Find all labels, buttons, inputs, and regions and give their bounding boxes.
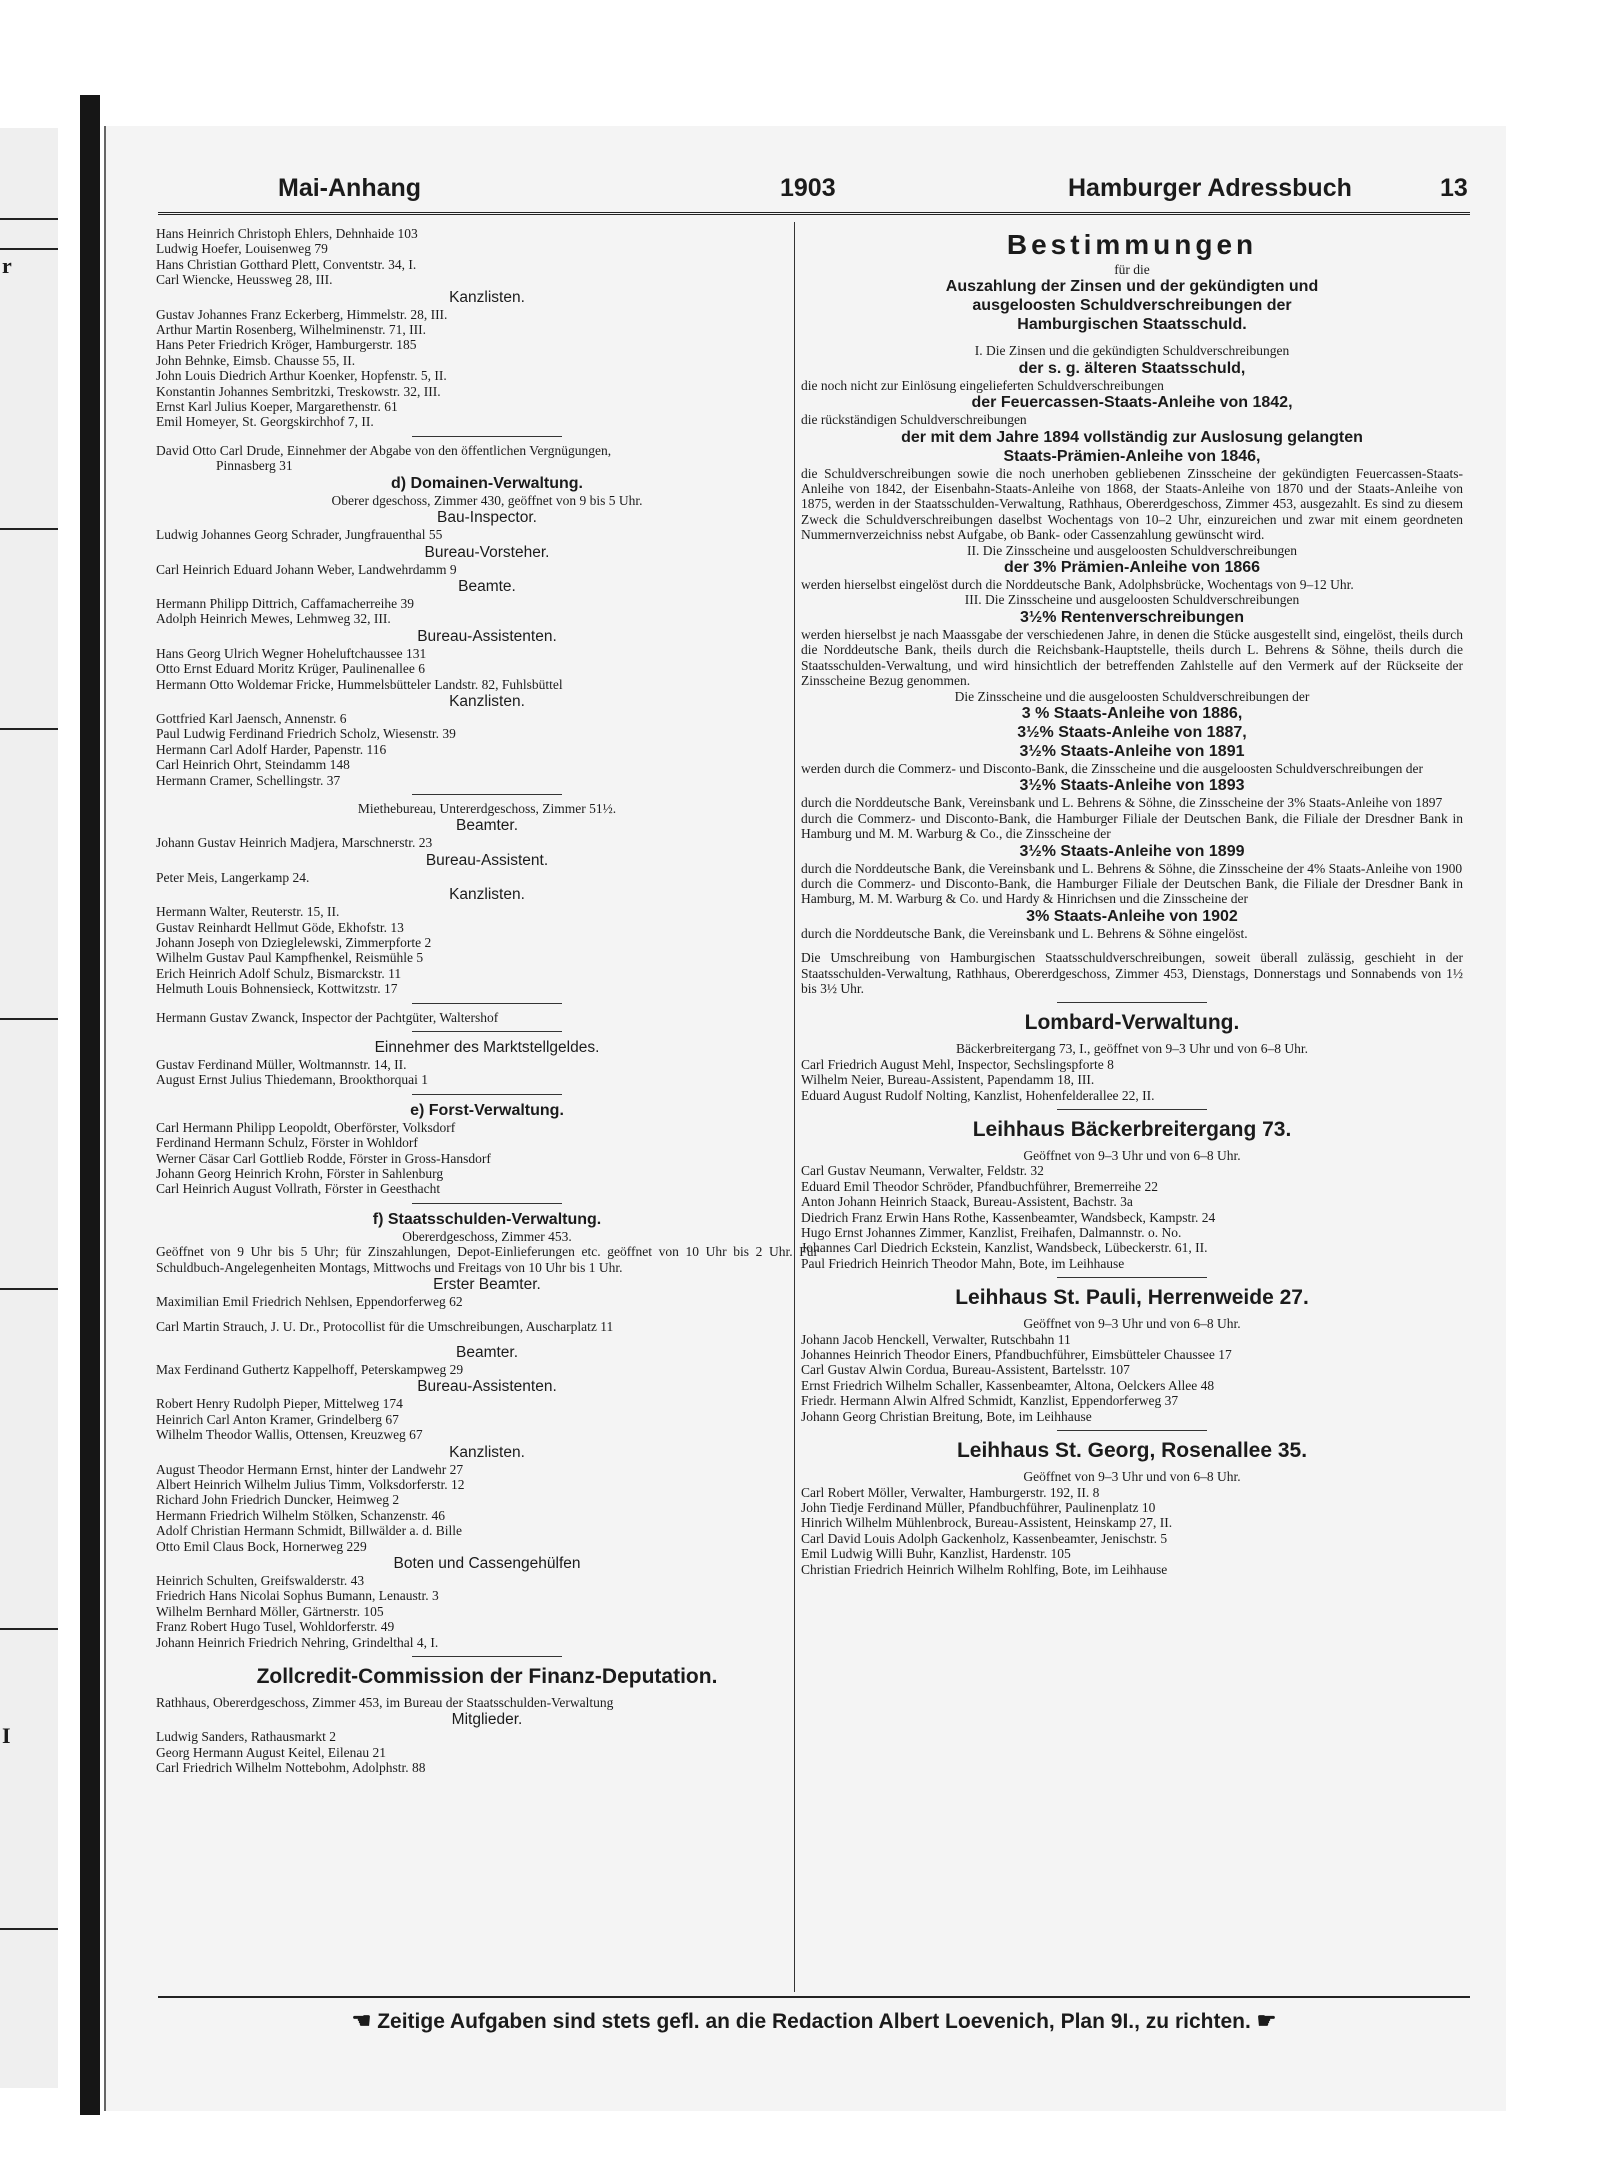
subsection-heading: Erster Beamter. — [433, 1276, 541, 1294]
section-heading: Zollcredit-Commission der Finanz-Deputation. — [256, 1665, 718, 1688]
footer-notice: Zeitige Aufgaben sind stets gefl. an die Redaction Albert Loevenich, Plan 9I., zu richten. — [377, 2010, 1251, 2033]
column-separator — [794, 222, 795, 1992]
paragraph: Geöffnet von 9 Uhr bis 5 Uhr; für Zinszahlungen, Depot-Einlieferungen etc. geöffnet von 10 Uhr bis 2 Uhr. Für Schuldbuch-Angelegenheiten Montags, Mittwochs und Freitags von 10 Uhr bis 1 Uhr. — [156, 1244, 818, 1275]
section-heading: Leihhaus Bäckerbreitergang 73. — [972, 1118, 1292, 1141]
left-column — [156, 226, 818, 1992]
entry-line: Gustav Johannes Franz Eckerberg, Himmelstr. 28, III. — [156, 306, 448, 322]
section-divider — [412, 436, 562, 437]
entry-line: Christian Friedrich Heinrich Wilhelm Rohlfing, Bote, im Leihhause — [801, 1561, 1168, 1577]
document-title: Bestimmungen — [1006, 229, 1258, 260]
bold-heading: der s. g. älteren Staatsschuld, — [1018, 359, 1246, 377]
entry-line: Diedrich Franz Erwin Hans Rothe, Kassenbeamter, Wandsbeck, Kampstr. 24 — [801, 1209, 1216, 1225]
entry-line: John Behnke, Eimsb. Chausse 55, II. — [156, 352, 356, 368]
page-footer — [158, 2008, 1470, 2034]
entry-line: Adolph Heinrich Mewes, Lehmweg 32, III. — [156, 611, 391, 627]
section-heading: Leihhaus St. Georg, Rosenallee 35. — [956, 1439, 1308, 1463]
previous-page-mark: r — [2, 253, 12, 278]
previous-page-edge — [0, 128, 58, 2088]
entry-continuation: Pinnasberg 31 — [216, 458, 293, 474]
subsection-heading: Kanzlisten. — [449, 288, 525, 306]
entry-line: John Tiedje Ferdinand Müller, Pfandbuchführer, Paulinenplatz 10 — [801, 1499, 1156, 1515]
section-divider — [412, 1203, 562, 1204]
entry-line: Eduard Emil Theodor Schröder, Pfandbuchführer, Bremerreihe 22 — [801, 1178, 1159, 1194]
spacer — [156, 1334, 818, 1343]
entry-line: Robert Henry Rudolph Pieper, Mittelweg 174 — [156, 1396, 403, 1412]
entry-line: Johann Georg Heinrich Krohn, Förster in Sahlenburg — [156, 1166, 444, 1182]
entry-line: Carl Heinrich Ohrt, Steindamm 148 — [156, 757, 350, 773]
previous-page-mark: I — [2, 1723, 11, 1748]
entry-line: Carl Heinrich August Vollrath, Förster in Geesthacht — [156, 1181, 441, 1197]
entry-line: Rathhaus, Obererdgeschoss, Zimmer 453, im Bureau der Staatsschulden-Verwaltung — [156, 1695, 614, 1710]
subsection-heading: Bureau-Assistenten. — [417, 1378, 557, 1396]
bold-heading: 3½% Staats-Anleihe von 1887, — [1017, 723, 1247, 741]
entry-line: Hugo Ernst Johannes Zimmer, Kanzlist, Freihafen, Dalmannstr. o. No. — [801, 1225, 1182, 1241]
bold-heading: 3 % Staats-Anleihe von 1886, — [1021, 704, 1243, 722]
entry-line: Gustav Ferdinand Müller, Woltmannstr. 14, II. — [156, 1057, 407, 1073]
entry-line: Emil Homeyer, St. Georgskirchhof 7, II. — [156, 414, 374, 430]
centered-note: Bäckerbreitergang 73, I., geöffnet von 9–3 Uhr und von 6–8 Uhr. — [956, 1041, 1308, 1057]
entry-line: Adolf Christian Hermann Schmidt, Billwälder a. d. Bille — [156, 1523, 462, 1539]
entry-line: Albert Heinrich Wilhelm Julius Timm, Volksdorferstr. 12 — [156, 1476, 465, 1492]
subsection-heading: Kanzlisten. — [449, 886, 525, 904]
subsection-heading: Bureau-Assistenten. — [417, 627, 557, 645]
entry-line: die rückständigen Schuldverschreibungen — [801, 412, 1027, 428]
entry-line: Wilhelm Neier, Bureau-Assistent, Papendamm 18, III. — [801, 1072, 1095, 1088]
entry-line: Carl Gustav Alwin Cordua, Bureau-Assistent, Bartelsstr. 107 — [801, 1362, 1130, 1378]
entry-line: Carl Hermann Philipp Leopoldt, Oberförster, Volksdorf — [156, 1119, 456, 1135]
entry-line: die noch nicht zur Einlösung eingelieferten Schuldverschreibungen — [801, 377, 1164, 393]
section-divider — [412, 1031, 562, 1032]
subsection-heading: Mitglieder. — [451, 1711, 523, 1729]
entry-line: Carl Martin Strauch, J. U. Dr., Protocollist für die Umschreibungen, Auscharplatz 11 — [156, 1318, 614, 1334]
entry-line: Heinrich Schulten, Greifswalderstr. 43 — [156, 1572, 365, 1588]
entry-line: Otto Ernst Eduard Moritz Krüger, Paulinenallee 6 — [156, 661, 426, 677]
entry-line: Hermann Philipp Dittrich, Caffamacherreihe 39 — [156, 595, 415, 611]
subsection-heading: Bureau-Vorsteher. — [424, 543, 550, 561]
entry-line: Johann Gustav Heinrich Madjera, Marschnerstr. 23 — [156, 835, 433, 851]
spacer — [801, 334, 1463, 343]
entry-line: Johannes Carl Diedrich Eckstein, Kanzlist, Wandsbeck, Lübeckerstr. 61, II. — [801, 1240, 1208, 1256]
centered-note: Geöffnet von 9–3 Uhr und von 6–8 Uhr. — [1023, 1316, 1241, 1332]
entry-line: August Theodor Hermann Ernst, hinter der Landwehr 27 — [156, 1461, 464, 1477]
paragraph: durch die Commerz- und Disconto-Bank, die Hamburger Filiale der Deutschen Bank, die Filiale der Dresdner Bank in Hamburg, M. M. Warburg & Co. und Hardy & Hinrichsen und die Zinsscheine der — [801, 875, 1463, 907]
bold-heading: Auszahlung der Zinsen und der gekündigten und — [945, 278, 1319, 296]
entry-line: Hans Georg Ulrich Wegner Hoheluftchaussee 131 — [156, 645, 427, 661]
centered-note: II. Die Zinsscheine und ausgeloosten Schuldverschreibungen — [967, 542, 1297, 558]
centered-note: I. Die Zinsen und die gekündigten Schuldverschreibungen — [974, 343, 1290, 359]
footer-rule — [158, 1996, 1470, 1998]
paragraph: durch die Norddeutsche Bank, Vereinsbank und L. Behrens & Söhne, die Zinsscheine der 3% Staats-Anleihe von 1897 — [801, 795, 1443, 811]
entry-line: Georg Hermann August Keitel, Eilenau 21 — [156, 1744, 386, 1760]
entry-line: Konstantin Johannes Sembritzki, Treskowstr. 32, III. — [156, 383, 441, 399]
spacer — [801, 941, 1463, 950]
paragraph: die Schuldverschreibungen sowie die noch unerhoben gebliebenen Zinsscheine der gekündigten Feuercassen-Staats-Anleihe von 1842, der Eisenbahn-Staats-Anleihe von 1868, der Staats-Anleihe von 1870 und der Staats-Anleihe von 1875, werden in der Staatsschulden-Verwaltung, Rathhaus, Obererdgeschoss, Zimmer 453, ausgezahlt. Es sind zu diesem Zweck die Schuldverschreibungen daselbst Wochentags von 10–2 Uhr, einzureichen und zwar mit einem geordneten Nummernverzeichniss nebst Aufgabe, ob Bank- oder Cassenzahlung gewünscht wird. — [801, 465, 1463, 543]
paragraph: werden durch die Commerz- und Disconto-Bank, die Zinsscheine und die ausgeloosten Schuldverschreibungen der — [801, 760, 1423, 776]
entry-line: Hermann Walter, Reuterstr. 15, II. — [156, 904, 340, 920]
entry-line: Erich Heinrich Adolf Schulz, Bismarckstr. 11 — [156, 965, 402, 981]
header-section: Mai-Anhang — [278, 174, 422, 202]
section-divider — [412, 1003, 562, 1004]
entry-line: Carl Gustav Neumann, Verwalter, Feldstr. 32 — [801, 1163, 1044, 1179]
subsection-heading: Kanzlisten. — [449, 692, 525, 710]
entry-line: Johannes Heinrich Theodor Einers, Pfandbuchführer, Eimsbütteler Chaussee 17 — [801, 1347, 1232, 1363]
bold-heading: 3% Staats-Anleihe von 1902 — [1026, 907, 1238, 925]
bold-heading: e) Forst-Verwaltung. — [410, 1101, 564, 1119]
entry-line: Hermann Otto Woldemar Fricke, Hummelsbütteler Landstr. 82, Fuhlsbüttel — [156, 676, 563, 692]
page-number: 13 — [1440, 174, 1468, 202]
entry-line: Hans Christian Gotthard Plett, Conventstr. 34, I. — [156, 256, 417, 272]
bold-heading: d) Domainen-Verwaltung. — [390, 474, 583, 492]
entry-line: Carl Friedrich Wilhelm Nottebohm, Adolphstr. 88 — [156, 1760, 426, 1776]
bold-heading: der Feuercassen-Staats-Anleihe von 1842, — [971, 394, 1293, 412]
entry-line: Helmuth Louis Bohnensieck, Kottwitzstr. 17 — [156, 981, 398, 997]
subsection-heading: Bureau-Assistent. — [425, 851, 549, 869]
entry-line: Hans Heinrich Christoph Ehlers, Dehnhaide 103 — [156, 226, 418, 241]
book-spine — [80, 95, 100, 2115]
subsection-heading: Boten und Cassengehülfen — [393, 1554, 581, 1572]
spacer — [156, 1310, 818, 1319]
entry-line: Ernst Karl Julius Koeper, Margarethenstr. 61 — [156, 399, 398, 415]
entry-line: Anton Johann Heinrich Staack, Bureau-Assistent, Bachstr. 3a — [801, 1194, 1133, 1210]
bold-heading: der 3% Prämien-Anleihe von 1866 — [1003, 559, 1261, 577]
entry-line: Ernst Friedrich Wilhelm Schaller, Kassenbeamter, Altona, Oelckers Allee 48 — [801, 1377, 1215, 1393]
header-year: 1903 — [780, 174, 836, 202]
entry-line: Emil Ludwig Willi Buhr, Kanzlist, Hardenstr. 105 — [801, 1546, 1071, 1562]
entry-line: Carl Robert Möller, Verwalter, Hamburgerstr. 192, II. 8 — [801, 1484, 1100, 1500]
bold-heading: 3½% Staats-Anleihe von 1893 — [1019, 777, 1245, 795]
entry-line: Hermann Cramer, Schellingstr. 37 — [156, 772, 341, 788]
bold-heading: Hamburgischen Staatsschuld. — [1017, 316, 1247, 334]
entry-line: Hermann Carl Adolf Harder, Papenstr. 116 — [156, 741, 387, 757]
subsection-heading: Kanzlisten. — [449, 1443, 525, 1461]
paragraph: werden hierselbst je nach Maassgabe der verschiedenen Jahre, in denen die Stücke ausgestellt sind, eingelöst, theils durch die Norddeutsche Bank, theils durch die Reichsbank-Hauptstelle, theils durch L. Behrens & Söhne, theils durch die Staatsschulden-Verwaltung, und wird hinsichtlich der betreffenden Zahlstelle auf den Vermerk auf der Rückseite der Zinsscheine Bezug genommen. — [801, 626, 1463, 689]
header-rule — [158, 212, 1470, 215]
entry-line: John Louis Diedrich Arthur Koenker, Hopfenstr. 5, II. — [156, 368, 447, 384]
paragraph: durch die Norddeutsche Bank, die Vereinsbank und L. Behrens & Söhne, die Zinsscheine der 4% Staats-Anleihe von 1900 — [801, 860, 1463, 876]
section-divider — [1057, 1430, 1207, 1431]
entry-line: Wilhelm Theodor Wallis, Ottensen, Kreuzweg 67 — [156, 1427, 423, 1443]
paragraph: Die Umschreibung von Hamburgischen Staatsschuldverschreibungen, soweit überall zulässig, geschieht in der Staatsschulden-Verwaltung, Rathhaus, Obererdgeschoss, Zimmer 453, Dienstags, Donnerstags und Sonnabends von 1½ bis 3½ Uhr. — [801, 950, 1463, 996]
header-title: Hamburger Adressbuch — [1068, 174, 1352, 202]
entry-line: Richard John Friedrich Duncker, Heimweg 2 — [156, 1492, 400, 1508]
entry-line: Werner Cäsar Carl Gottlieb Rodde, Förster in Gross-Hansdorf — [156, 1150, 491, 1166]
paragraph: durch die Commerz- und Disconto-Bank, die Hamburger Filiale der Deutschen Bank, die Filiale der Dresdner Bank in Hamburg und M. M. Warburg & Co., die Zinsscheine der — [801, 810, 1463, 842]
entry-line: David Otto Carl Drude, Einnehmer der Abgabe von den öffentlichen Vergnügungen, — [156, 442, 612, 458]
entry-line: Heinrich Carl Anton Kramer, Grindelberg 67 — [156, 1411, 399, 1427]
bold-heading: 3½% Staats-Anleihe von 1891 — [1019, 742, 1245, 760]
entry-line: Paul Ludwig Ferdinand Friedrich Scholz, Wiesenstr. 39 — [156, 726, 456, 742]
entry-line: Wilhelm Bernhard Möller, Gärtnerstr. 105 — [156, 1603, 384, 1619]
centered-note: Obererdgeschoss, Zimmer 453. — [402, 1228, 572, 1244]
subsection-heading: Bau-Inspector. — [437, 509, 537, 527]
entry-line: Ferdinand Hermann Schulz, Förster in Wohldorf — [156, 1135, 418, 1151]
entry-line: Eduard August Rudolf Nolting, Kanzlist, Hohenfelderallee 22, II. — [801, 1087, 1155, 1103]
section-divider — [412, 1656, 562, 1657]
section-heading: Leihhaus St. Pauli, Herrenweide 27. — [955, 1286, 1309, 1310]
entry-line: Arthur Martin Rosenberg, Wilhelminenstr. 71, III. — [156, 322, 427, 338]
page — [104, 126, 1506, 2111]
bold-heading: f) Staatsschulden-Verwaltung. — [372, 1210, 602, 1228]
bold-heading: der mit dem Jahre 1894 vollständig zur Auslosung gelangten — [901, 428, 1363, 446]
centered-note: für die — [1114, 262, 1150, 277]
entry-line: Gottfried Karl Jaensch, Annenstr. 6 — [156, 710, 347, 726]
section-divider — [1057, 1277, 1207, 1278]
bold-heading: Staats-Prämien-Anleihe von 1846, — [1003, 447, 1261, 465]
entry-line: Peter Meis, Langerkamp 24. — [156, 869, 310, 885]
entry-line: Hermann Gustav Zwanck, Inspector der Pachtgüter, Waltershof — [156, 1009, 499, 1025]
subsection-heading: Beamter. — [455, 817, 519, 835]
bold-heading: ausgeloosten Schuldverschreibungen der — [972, 297, 1292, 315]
centered-note: Oberer dgeschoss, Zimmer 430, geöffnet von 9 bis 5 Uhr. — [331, 492, 643, 508]
pointing-hand-icon: ☛ — [1256, 2008, 1277, 2033]
entry-line: Johann Jacob Henckell, Verwalter, Rutschbahn 11 — [801, 1331, 1071, 1347]
entry-line: August Ernst Julius Thiedemann, Brookthorquai 1 — [156, 1072, 428, 1088]
section-divider — [412, 794, 562, 795]
entry-line: Wilhelm Gustav Paul Kampfhenkel, Reismühle 5 — [156, 950, 424, 966]
entry-line: Johann Georg Christian Breitung, Bote, im Leihhause — [801, 1408, 1092, 1424]
pointing-hand-icon: ☚ — [351, 2008, 372, 2033]
entry-line: Carl Wiencke, Heussweg 28, III. — [156, 272, 333, 288]
entry-line: Hinrich Wilhelm Mühlenbrock, Bureau-Assistent, Heinskamp 27, II. — [801, 1515, 1173, 1531]
entry-line: Max Ferdinand Guthertz Kappelhoff, Peterskampweg 29 — [156, 1361, 464, 1377]
centered-note: Miethebureau, Untererdgeschoss, Zimmer 51½. — [357, 800, 617, 816]
entry-line: Ludwig Hoefer, Louisenweg 79 — [156, 241, 328, 257]
entry-line: Hermann Friedrich Wilhelm Stölken, Schanzenstr. 46 — [156, 1507, 446, 1523]
entry-line: Maximilian Emil Friedrich Nehlsen, Eppendorferweg 62 — [156, 1294, 463, 1310]
entry-line: Friedr. Hermann Alwin Alfred Schmidt, Kanzlist, Eppendorferweg 37 — [801, 1393, 1179, 1409]
section-heading: Lombard-Verwaltung. — [1024, 1011, 1240, 1035]
subsection-heading: Beamte. — [458, 577, 516, 595]
centered-note: Die Zinsscheine und die ausgeloosten Schuldverschreibungen der — [954, 688, 1310, 704]
subsection-heading: Einnehmer des Marktstellgeldes. — [374, 1039, 600, 1057]
bold-heading: 3½% Staats-Anleihe von 1899 — [1019, 842, 1245, 860]
paragraph: durch die Norddeutsche Bank, die Vereinsbank und L. Behrens & Söhne eingelöst. — [801, 925, 1248, 941]
section-divider — [1057, 1002, 1207, 1003]
entry-line: Gustav Reinhardt Hellmut Göde, Ekhofstr. 13 — [156, 919, 404, 935]
entry-line: Otto Emil Claus Bock, Hornerweg 229 — [156, 1538, 367, 1554]
entry-line: Friedrich Hans Nicolai Sophus Bumann, Lenaustr. 3 — [156, 1588, 439, 1604]
entry-line: Johann Joseph von Dzieglelewski, Zimmerpforte 2 — [156, 935, 432, 950]
centered-note: Geöffnet von 9–3 Uhr und von 6–8 Uhr. — [1023, 1148, 1241, 1163]
subsection-heading: Beamter. — [455, 1343, 519, 1361]
centered-note: Geöffnet von 9–3 Uhr und von 6–8 Uhr. — [1023, 1469, 1241, 1485]
entry-line: Carl Friedrich August Mehl, Inspector, Sechslingspforte 8 — [801, 1056, 1114, 1072]
right-column — [801, 226, 1463, 1992]
entry-line: Franz Robert Hugo Tusel, Wohldorferstr. 49 — [156, 1619, 395, 1635]
bold-heading: 3½% Rentenverschreibungen — [1019, 608, 1245, 626]
paragraph: werden hierselbst eingelöst durch die Norddeutsche Bank, Adolphsbrücke, Wochentags von 9–12 Uhr. — [801, 577, 1354, 593]
entry-line: Paul Friedrich Heinrich Theodor Mahn, Bote, im Leihhause — [801, 1255, 1125, 1271]
section-divider — [412, 1094, 562, 1095]
entry-line: Johann Heinrich Friedrich Nehring, Grindelthal 4, I. — [156, 1634, 439, 1650]
entry-line: Hans Peter Friedrich Kröger, Hamburgerstr. 185 — [156, 337, 417, 353]
entry-line: Ludwig Johannes Georg Schrader, Jungfrauenthal 55 — [156, 527, 443, 543]
section-divider — [1057, 1109, 1207, 1110]
centered-note: III. Die Zinsscheine und ausgeloosten Schuldverschreibungen — [964, 592, 1300, 608]
page-header — [158, 174, 1470, 208]
entry-line: Carl David Louis Adolph Gackenholz, Kassenbeamter, Jenischstr. 5 — [801, 1530, 1168, 1546]
entry-line: Carl Heinrich Eduard Johann Weber, Landwehrdamm 9 — [156, 561, 457, 577]
entry-line: Ludwig Sanders, Rathausmarkt 2 — [156, 1729, 336, 1745]
